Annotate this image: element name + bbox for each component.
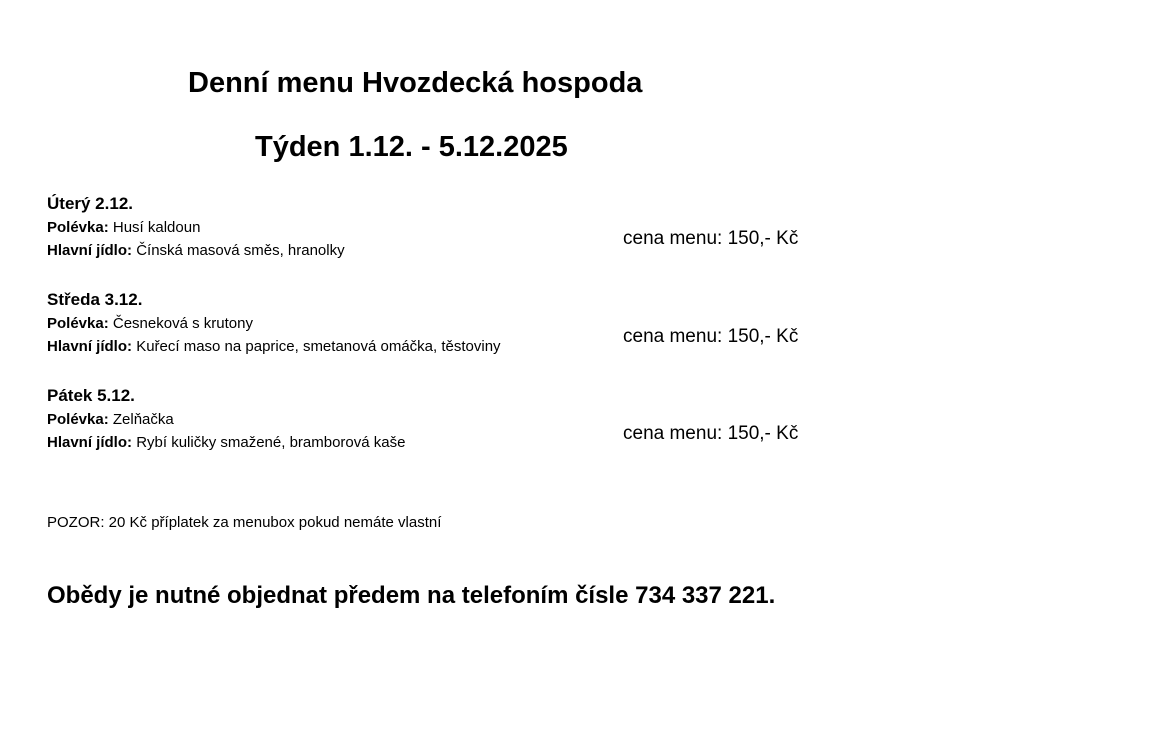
day-heading: Úterý 2.12. [47, 194, 133, 213]
main-dish-value: Čínská masová směs, hranolky [136, 242, 345, 259]
main-dish-line [47, 239, 345, 262]
day-heading: Středa 3.12. [47, 290, 143, 309]
order-phone-note: Obědy je nutné objednat předem na telefoním čísle 734 337 221. [47, 582, 776, 609]
main-dish-line [47, 431, 405, 454]
soup-line [47, 216, 345, 239]
menu-price: cena menu: 150,- Kč [623, 423, 799, 444]
main-dish-value: Kuřecí maso na paprice, smetanová omáčka, těstoviny [136, 338, 501, 355]
document-title: Denní menu Hvozdecká hospoda [188, 67, 643, 99]
soup-line [47, 408, 405, 431]
menu-price: cena menu: 150,- Kč [623, 326, 799, 347]
soup-label: Polévka: [47, 219, 109, 236]
main-dish-label: Hlavní jídlo: [47, 242, 133, 259]
soup-line [47, 312, 501, 335]
day-section-wednesday [47, 288, 501, 358]
main-dish-value: Rybí kuličky smažené, bramborová kaše [136, 434, 406, 451]
week-subtitle: Týden 1.12. - 5.12.2025 [255, 131, 568, 163]
soup-label: Polévka: [47, 411, 109, 428]
day-section-friday [47, 384, 405, 454]
soup-value: Česneková s krutony [112, 315, 253, 332]
soup-label: Polévka: [47, 315, 109, 332]
main-dish-label: Hlavní jídlo: [47, 434, 133, 451]
menu-price: cena menu: 150,- Kč [623, 228, 799, 249]
soup-value: Husí kaldoun [112, 219, 201, 236]
main-dish-line [47, 335, 501, 358]
main-dish-label: Hlavní jídlo: [47, 338, 133, 355]
day-section-tuesday [47, 192, 345, 262]
menubox-surcharge-note: POZOR: 20 Kč příplatek za menubox pokud nemáte vlastní [47, 514, 442, 531]
soup-value: Zelňačka [112, 411, 174, 428]
day-heading: Pátek 5.12. [47, 386, 135, 405]
